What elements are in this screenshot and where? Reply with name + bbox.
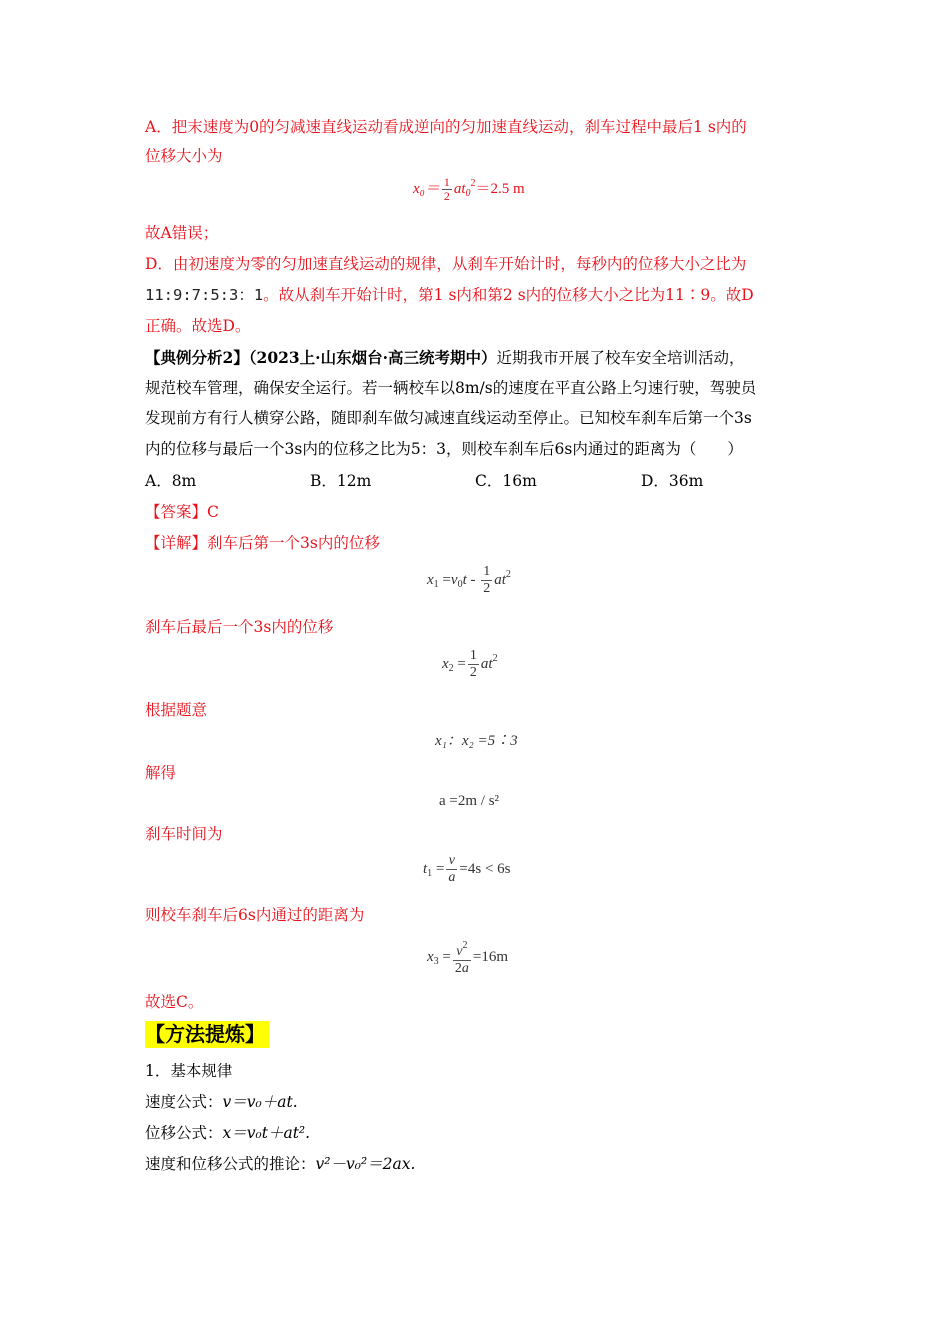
option-b: B．12m [310, 472, 372, 490]
fraction-v-over-a: $\frac{v}{a}$ [448, 853, 456, 885]
example2-tag: 【典例分析2】 [145, 348, 249, 367]
answer-label: 【答案】C [145, 503, 219, 521]
example2-source: （2023上·山东烟台·高三统考期中） [248, 348, 497, 367]
solution-a-conclusion: 故A错误； [145, 224, 219, 242]
method-heading: 【方法提炼】 [145, 1021, 269, 1048]
displacement-formula-line [145, 1123, 310, 1143]
solution-d-line1: D．由初速度为零的匀加速直线运动的规律，从刹车开始计时，每秒内的位移大小之比为 [145, 255, 747, 273]
document-page [145, 0, 805, 1344]
option-a: A．8m [145, 472, 197, 490]
example2-line4: 内的位移与最后一个3s内的位移之比为5：3，则校车刹车后6s内通过的距离为（ ） [145, 440, 743, 458]
solution-d-line2-rest: 。故从刹车开始计时，第1 s内和第2 s内的位移大小之比为11∶9。故D [263, 286, 754, 304]
inference-label: 速度和位移公式的推论： [145, 1155, 316, 1173]
equation-x0: x₀＝ $\frac{1}{2}$ $at_0^2=2.5$ m [413, 175, 525, 203]
option-c: C．16m [475, 472, 537, 490]
option-d: D．36m [641, 472, 704, 490]
displacement-label: 位移公式： [145, 1124, 223, 1142]
equation-t1: $t_1$ = $\frac{v}{a}$ =4s < 6s [423, 853, 511, 885]
fraction-half: $\frac{1}{2}$ [443, 175, 450, 203]
step3-text: 根据题意 [145, 701, 208, 719]
step6-text: 则校车刹车后6s内通过的距离为 [145, 906, 365, 924]
equation-x0-rhs: ＝2.5 m [475, 180, 525, 197]
step5-text: 刹车时间为 [145, 825, 223, 843]
solution-d-line2 [145, 285, 754, 305]
solution-a-line1: A．把末速度为0的匀减速直线运动看成逆向的匀加速直线运动，刹车过程中最后1 s内的 [145, 118, 747, 136]
fraction-half: $\frac{1}{2}$ [469, 648, 477, 680]
equation-acceleration: a =2m / s² [439, 793, 500, 809]
equation-x1: $x_1 =v_0t$ - $\frac{1}{2}$ $at^2$ [427, 564, 511, 596]
example2-line2: 规范校车管理，确保安全运行。若一辆校车以8m/s的速度在平直公路上匀速行驶，驾驶员 [145, 379, 757, 397]
ratio-sequence: 11:9:7:5:3：1 [145, 286, 264, 304]
example2-line3: 发现前方有行人横穿公路，随即刹车做匀减速直线运动至停止。已知校车刹车后第一个3s [145, 409, 752, 427]
velocity-formula-line [145, 1092, 298, 1112]
solution-d-line3: 正确。故选D。 [145, 317, 251, 335]
step2-text: 刹车后最后一个3s内的位移 [145, 618, 334, 636]
inference-formula: v²－v₀²＝2ax. [315, 1155, 416, 1173]
equation-x3-rhs: =16m [472, 948, 509, 965]
method-item1: 1．基本规律 [145, 1062, 233, 1080]
equation-ratio: x₁：x₂ =5∶3 [435, 733, 518, 749]
example2-line1 [145, 348, 745, 368]
fraction-half: $\frac{1}{2}$ [483, 564, 491, 596]
final-answer: 故选C。 [145, 993, 204, 1011]
equation-x2: $x_2$ = $\frac{1}{2}$ $at^2$ [442, 648, 498, 680]
velocity-label: 速度公式： [145, 1093, 223, 1111]
step4-text: 解得 [145, 764, 177, 782]
detail-label: 【详解】 [145, 534, 208, 552]
equation-x3: $x_3$ = $\frac{v^2}{2a}$ =16m [427, 940, 509, 976]
velocity-formula: v＝v₀＋at. [222, 1093, 298, 1111]
detail-text: 刹车后第一个3s内的位移 [207, 534, 380, 552]
equation-t1-rhs: =4s < 6s [459, 860, 511, 877]
example2-line1-rest: 近期我市开展了校车安全培训活动， [496, 349, 745, 367]
solution-a-line2: 位移大小为 [145, 147, 223, 165]
equation-x0-lhs: x₀＝ [413, 180, 440, 197]
fraction-v2-over-2a: $\frac{v^2}{2a}$ [454, 940, 469, 976]
inference-formula-line [145, 1154, 415, 1174]
detail-line [145, 533, 380, 553]
displacement-formula: x＝v₀t＋at². [222, 1124, 311, 1142]
